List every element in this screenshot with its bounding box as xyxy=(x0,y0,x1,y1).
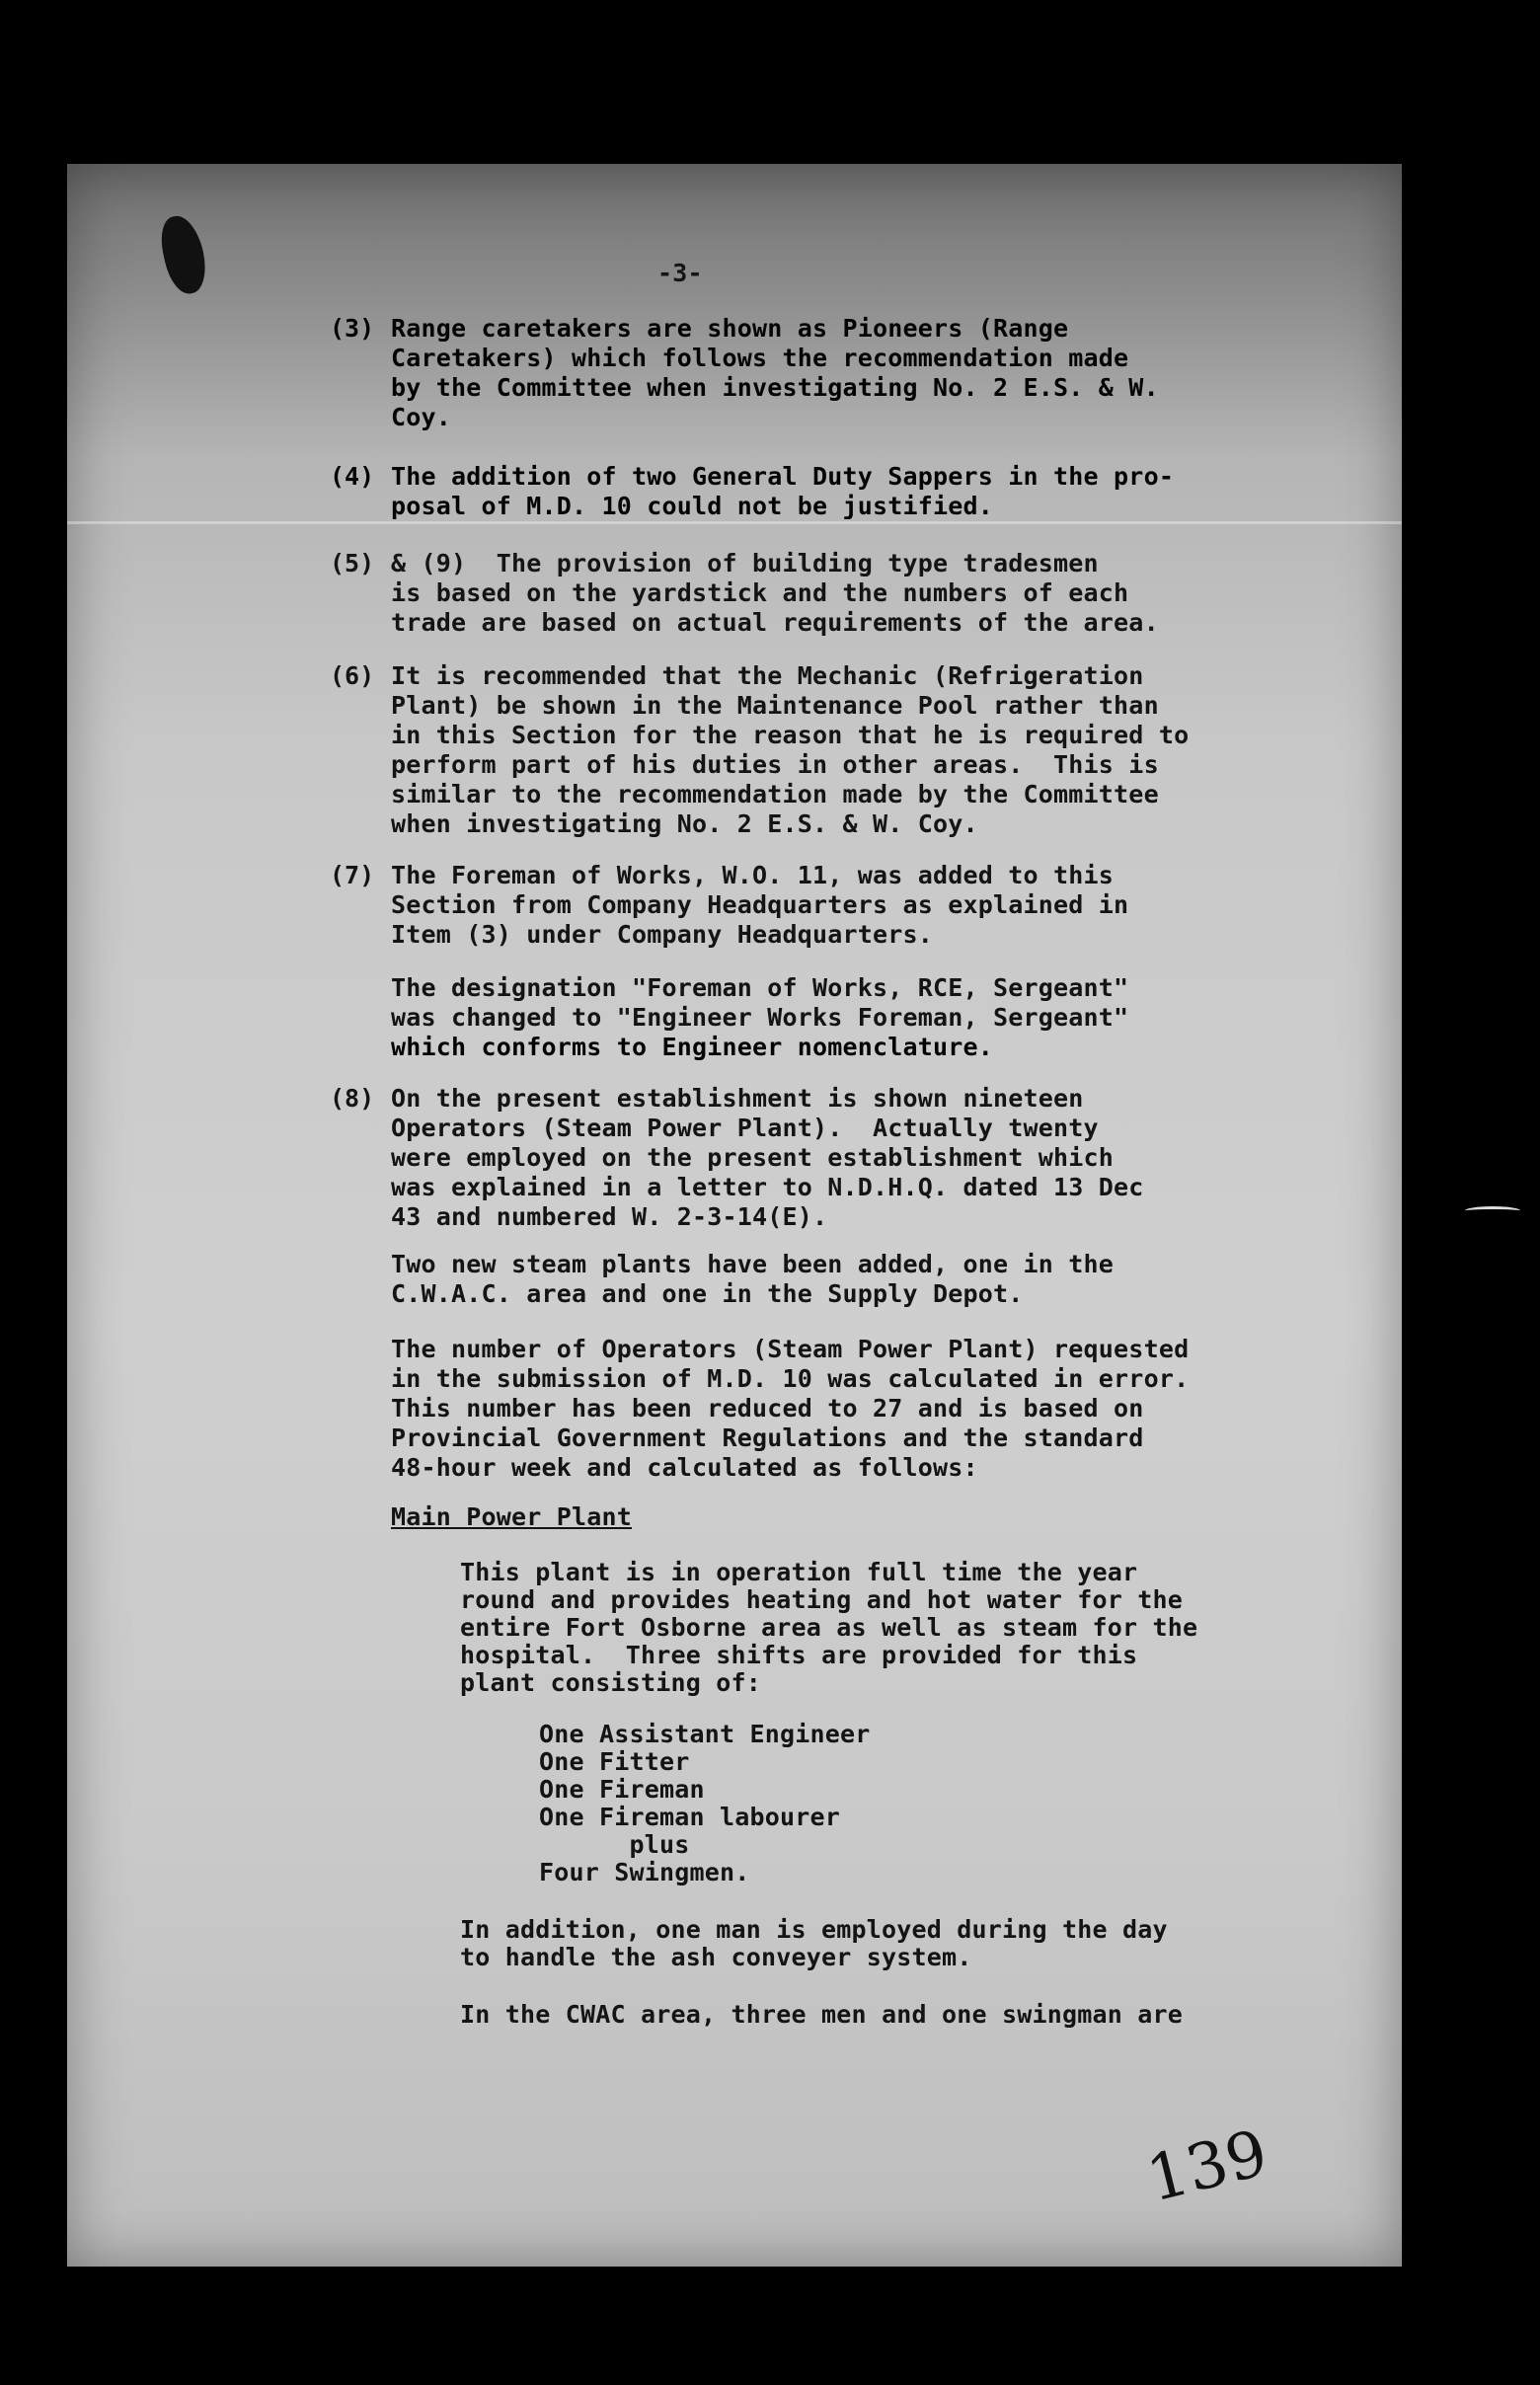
handwritten-page-number: 139 xyxy=(1139,2116,1275,2217)
crew-line: One Fireman labourer xyxy=(539,1803,841,1831)
item-line: similar to the recommendation made by the Committee xyxy=(391,780,1159,808)
item-line: Coy. xyxy=(391,403,452,431)
item-line: & (9) The provision of building type tradesmen xyxy=(391,549,1099,577)
item-line: was changed to "Engineer Works Foreman, Sergeant" xyxy=(391,1003,1129,1032)
item-line: The number of Operators (Steam Power Plant) requested xyxy=(391,1335,1190,1363)
addition-line: In addition, one man is employed during the day xyxy=(460,1915,1168,1944)
item-number: (6) xyxy=(330,661,375,690)
item-number: (8) xyxy=(330,1084,375,1113)
item-line: 48-hour week and calculated as follows: xyxy=(391,1453,978,1482)
crew-line: One Assistant Engineer xyxy=(539,1720,871,1748)
fold-line xyxy=(67,521,1402,524)
item-line: were employed on the present establishment which xyxy=(391,1143,1115,1172)
item-line: Range caretakers are shown as Pioneers (Range xyxy=(391,314,1069,343)
item-line: which conforms to Engineer nomenclature. xyxy=(391,1033,994,1061)
crew-line: plus xyxy=(539,1830,690,1859)
item-line: Item (3) under Company Headquarters. xyxy=(391,920,934,949)
item-line: C.W.A.C. area and one in the Supply Depot. xyxy=(391,1279,1024,1308)
item-line: posal of M.D. 10 could not be justified. xyxy=(391,492,994,520)
plant-line: round and provides heating and hot water for the xyxy=(460,1585,1184,1614)
subheading: Main Power Plant xyxy=(391,1502,633,1531)
item-line: trade are based on actual requirements of the area. xyxy=(391,608,1159,637)
item-line: by the Committee when investigating No. 2 E.S. & W. xyxy=(391,373,1159,402)
item-line: perform part of his duties in other areas. This is xyxy=(391,750,1159,779)
item-line: It is recommended that the Mechanic (Refrigeration xyxy=(391,661,1144,690)
item-line: Operators (Steam Power Plant). Actually twenty xyxy=(391,1114,1099,1142)
item-line: The Foreman of Works, W.O. 11, was added to this xyxy=(391,861,1115,889)
item-line: The designation "Foreman of Works, RCE, Sergeant" xyxy=(391,973,1129,1002)
punch-hole xyxy=(156,212,211,298)
item-line: The addition of two General Duty Sappers in the pro- xyxy=(391,462,1175,491)
crew-line: One Fitter xyxy=(539,1747,690,1776)
item-line: Plant) be shown in the Maintenance Pool rather than xyxy=(391,691,1159,720)
item-line: in this Section for the reason that he is required to xyxy=(391,721,1190,749)
item-line: is based on the yardstick and the numbers of each xyxy=(391,578,1129,607)
item-number: (5) xyxy=(330,549,375,577)
final-line: In the CWAC area, three men and one swingman are xyxy=(460,2000,1184,2029)
item-line: in the submission of M.D. 10 was calculated in error. xyxy=(391,1364,1190,1393)
item-number: (7) xyxy=(330,861,375,889)
item-line: Two new steam plants have been added, one in the xyxy=(391,1250,1115,1278)
item-line: This number has been reduced to 27 and is based on xyxy=(391,1394,1144,1423)
plant-line: hospital. Three shifts are provided for this xyxy=(460,1641,1138,1669)
item-line: On the present establishment is shown nineteen xyxy=(391,1084,1084,1113)
item-line: 43 and numbered W. 2-3-14(E). xyxy=(391,1202,828,1231)
item-line: Section from Company Headquarters as explained in xyxy=(391,890,1129,919)
item-line: when investigating No. 2 E.S. & W. Coy. xyxy=(391,809,978,838)
plant-line: entire Fort Osborne area as well as steam for the xyxy=(460,1613,1198,1642)
plant-line: This plant is in operation full time the year xyxy=(460,1558,1138,1586)
item-number: (3) xyxy=(330,314,375,343)
addition-line: to handle the ash conveyer system. xyxy=(460,1943,972,1971)
page-number: -3- xyxy=(657,259,703,287)
item-line: was explained in a letter to N.D.H.Q. dated 13 Dec xyxy=(391,1173,1144,1201)
crew-line: One Fireman xyxy=(539,1775,705,1804)
item-line: Provincial Government Regulations and the standard xyxy=(391,1423,1144,1452)
item-number: (4) xyxy=(330,462,375,491)
plant-line: plant consisting of: xyxy=(460,1668,762,1697)
scan-mark xyxy=(1465,1206,1520,1215)
item-line: Caretakers) which follows the recommendation made xyxy=(391,344,1129,372)
crew-line: Four Swingmen. xyxy=(539,1858,750,1886)
